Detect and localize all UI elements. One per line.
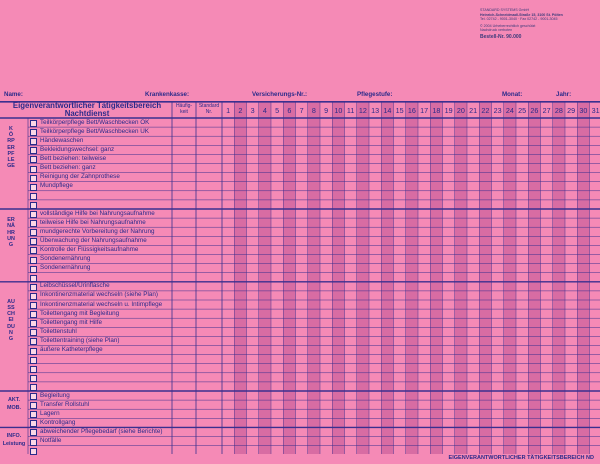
row-checkbox[interactable] <box>30 448 37 455</box>
row-checkbox[interactable] <box>30 402 37 409</box>
task-label: Händewaschen <box>40 136 84 144</box>
row-checkbox[interactable] <box>30 202 37 209</box>
task-label: äußere Katheterpflege <box>40 346 103 353</box>
day-column-shade <box>504 101 516 454</box>
row-checkbox[interactable] <box>30 156 37 163</box>
name-field[interactable]: Name: <box>4 91 23 98</box>
publisher-notice: Nachdruck verboten <box>480 28 513 33</box>
day-column-shade <box>479 101 491 454</box>
day-header: 31 <box>591 106 600 115</box>
section-label-b: Leistung <box>2 441 26 448</box>
task-label: vollständige Hilfe bei Nahrungsaufnahme <box>40 209 155 217</box>
day-column-shade <box>332 101 344 454</box>
row-checkbox[interactable] <box>30 184 37 191</box>
row-checkbox[interactable] <box>30 284 37 291</box>
row-checkbox[interactable] <box>30 375 37 382</box>
section-label-b: MOB. <box>6 405 22 411</box>
row-checkbox[interactable] <box>30 120 37 127</box>
frequency-header: Häufig-keit <box>175 103 193 115</box>
day-header: 10 <box>334 106 343 115</box>
day-header: 27 <box>542 106 551 115</box>
task-label: Inkontinenzmaterial wechseln (siehe Plan) <box>40 291 158 299</box>
task-label: teilweise Hilfe bei Nahrungsaufnahme <box>40 218 146 226</box>
task-label: Sondenernährung <box>40 255 91 262</box>
task-label: Leibschüssel/Urinflasche <box>40 282 110 290</box>
row-checkbox[interactable] <box>30 266 37 273</box>
row-checkbox[interactable] <box>30 193 37 200</box>
task-label: mundgerechte Vorbereitung der Nahrung <box>40 227 155 235</box>
row-checkbox[interactable] <box>30 247 37 254</box>
row-checkbox[interactable] <box>30 393 37 400</box>
day-header: 21 <box>469 106 478 115</box>
month-field[interactable]: Monat: <box>502 91 523 98</box>
day-header: 28 <box>554 106 563 115</box>
day-header: 18 <box>432 106 441 115</box>
task-label: Teilkörperpflege Bett/Waschbecken UK <box>40 127 149 135</box>
publisher-address: Heinrich-Schneidmadl-Straße 15, 3100 St. Pölten <box>480 12 563 17</box>
section-label: AUSSCHEIDUNG <box>7 298 15 343</box>
task-label: Lagern <box>40 409 60 417</box>
row-checkbox[interactable] <box>30 429 37 436</box>
task-label: Kontrolle der Flüssigkeitsaufnahme <box>40 245 139 253</box>
day-header: 23 <box>493 106 502 115</box>
row-checkbox[interactable] <box>30 348 37 355</box>
row-checkbox[interactable] <box>30 229 37 236</box>
day-header: 22 <box>481 106 490 115</box>
day-header: 9 <box>324 106 329 115</box>
care-level-field[interactable]: Pflegestufe: <box>357 91 393 98</box>
day-header: 26 <box>530 106 539 115</box>
day-column-shade <box>553 101 565 454</box>
section-label-a: INFO. <box>6 433 22 440</box>
task-label: Toilettentraining (siehe Plan) <box>40 336 120 344</box>
day-column-shade <box>528 101 540 454</box>
row-checkbox[interactable] <box>30 147 37 154</box>
task-label: Toilettengang mit Hilfe <box>40 318 102 326</box>
day-header: 14 <box>383 106 392 115</box>
day-header: 1 <box>226 106 231 115</box>
day-header: 6 <box>287 106 292 115</box>
insurance-number-field[interactable]: Versicherungs-Nr.: <box>252 91 308 98</box>
day-column-shade <box>234 101 246 454</box>
task-label: Toilettenstuhl <box>40 327 77 335</box>
row-checkbox[interactable] <box>30 384 37 391</box>
day-header: 15 <box>395 106 404 115</box>
task-label: Mundpflege <box>40 182 73 190</box>
task-label: Teilkörperpflege Bett/Waschbecken OK <box>40 118 150 126</box>
row-checkbox[interactable] <box>30 275 37 282</box>
day-column-shade <box>406 101 418 454</box>
task-label: Begleitung <box>40 391 70 399</box>
task-label: Notfälle <box>40 437 62 444</box>
day-column-shade <box>430 101 442 454</box>
day-column-shade <box>259 101 271 454</box>
row-checkbox[interactable] <box>30 129 37 136</box>
task-label: Bett beziehen: ganz <box>40 164 96 171</box>
day-header: 24 <box>505 106 514 115</box>
day-column-shade <box>283 101 295 454</box>
row-checkbox[interactable] <box>30 257 37 264</box>
day-header: 3 <box>250 106 255 115</box>
year-field[interactable]: Jahr: <box>556 91 572 98</box>
row-checkbox[interactable] <box>30 138 37 145</box>
day-header: 29 <box>567 106 576 115</box>
task-label: Überwachung der Nahrungsaufnahme <box>40 236 147 244</box>
publisher-info <box>480 8 595 40</box>
row-checkbox[interactable] <box>30 357 37 364</box>
day-column-shade <box>455 101 467 454</box>
insurance-field[interactable]: Krankenkasse: <box>145 91 190 98</box>
standard-header: Standard Nr. <box>198 103 220 115</box>
row-checkbox[interactable] <box>30 293 37 300</box>
task-label: Toilettengang mit Begleitung <box>40 309 120 317</box>
row-checkbox[interactable] <box>30 238 37 245</box>
task-label: Transfer Rollstuhl <box>40 400 90 408</box>
day-column-shade <box>308 101 320 454</box>
day-header: 25 <box>518 106 527 115</box>
task-label: Bekleidungswechsel: ganz <box>40 145 115 153</box>
day-header: 30 <box>579 106 588 115</box>
row-checkbox[interactable] <box>30 366 37 373</box>
footer-title: EIGENVERANTWORTLICHER TÄTIGKEITSBEREICH ND <box>448 455 594 461</box>
row-checkbox[interactable] <box>30 211 37 218</box>
day-column-shade <box>357 101 369 454</box>
day-header: 7 <box>299 106 304 115</box>
day-header: 2 <box>238 106 243 115</box>
publisher-name: STANDARD SYSTEMS GmbH <box>480 8 530 12</box>
publisher-copyright: © 2004 Urheberrechtlich geschützt <box>480 23 536 28</box>
section-label-a: AKT. <box>8 397 20 403</box>
publisher-phone: Tel. 02742 - 9001-3040 · Fax 02742 - 9001-3045 <box>480 17 558 22</box>
row-checkbox[interactable] <box>30 420 37 427</box>
task-label: Bett beziehen: teilweise <box>40 154 107 162</box>
row-checkbox[interactable] <box>30 175 37 182</box>
day-header: 20 <box>456 106 465 115</box>
day-header: 4 <box>262 106 267 115</box>
row-checkbox[interactable] <box>30 329 37 336</box>
day-header: 17 <box>420 106 429 115</box>
day-header: 19 <box>444 106 453 115</box>
table-title: Eigenverantwortlicher Tätigkeitsbereich Nachtdienst <box>12 101 162 118</box>
order-number: Bestell-Nr. 90.000 <box>480 33 522 40</box>
section-label: ERNÄHRUNG <box>7 217 15 249</box>
task-label: Inkontinenzmaterial wechseln u. Intimpflege <box>40 300 163 308</box>
task-label: Reinigung der Zahnprothese <box>40 173 120 181</box>
day-header: 13 <box>371 106 380 115</box>
row-checkbox[interactable] <box>30 439 37 446</box>
row-checkbox[interactable] <box>30 220 37 227</box>
task-label: Sondenernährung <box>40 264 91 272</box>
row-checkbox[interactable] <box>30 411 37 418</box>
day-header: 12 <box>358 106 367 115</box>
day-header: 11 <box>346 106 355 115</box>
task-label: abweichender Pflegebedarf (siehe Berichte) <box>40 427 163 435</box>
day-column-shade <box>381 101 393 454</box>
row-checkbox[interactable] <box>30 166 37 173</box>
day-header: 5 <box>275 106 280 115</box>
day-header: 16 <box>407 106 416 115</box>
row-checkbox[interactable] <box>30 302 37 309</box>
row-checkbox[interactable] <box>30 320 37 327</box>
row-checkbox[interactable] <box>30 311 37 318</box>
row-checkbox[interactable] <box>30 338 37 345</box>
section-label: KÖRPERPFLEGE <box>7 125 15 170</box>
task-label: Kontrollgang <box>40 418 76 426</box>
day-column-shade <box>577 101 589 454</box>
day-header: 8 <box>311 106 316 115</box>
